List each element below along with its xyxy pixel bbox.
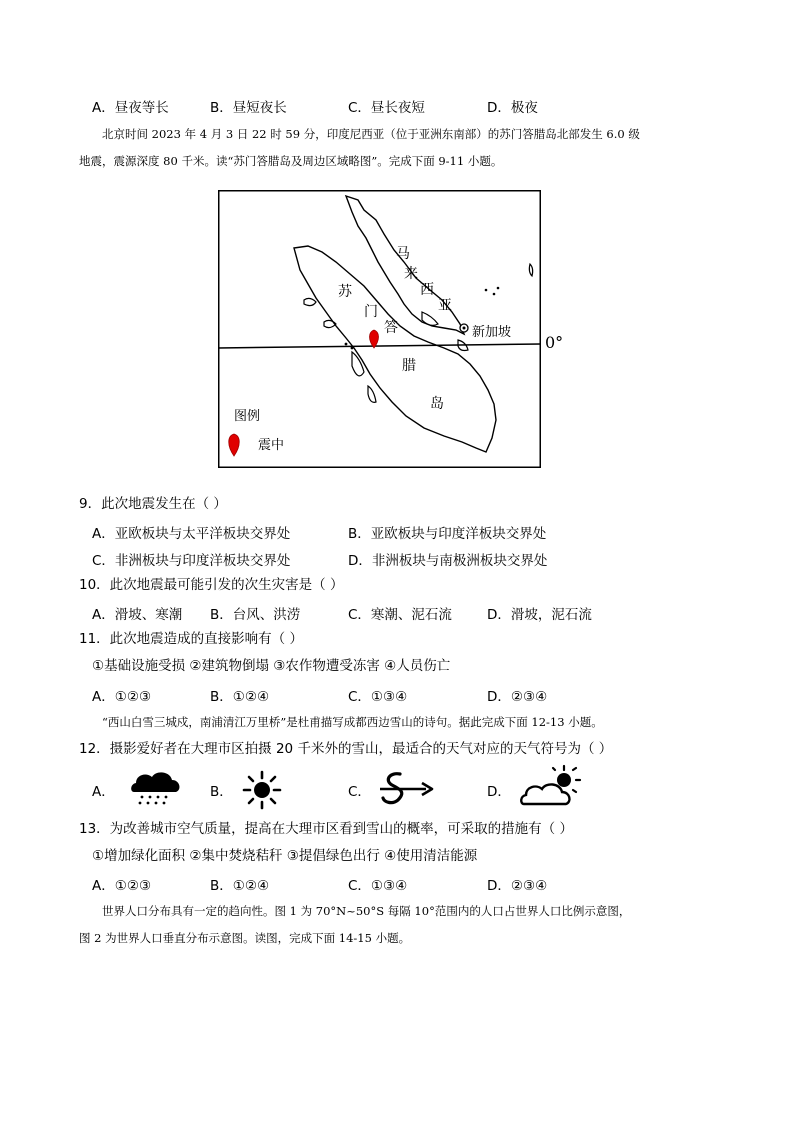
q9-option-b[interactable]: B．亚欧板块与印度洋板块交界处 bbox=[348, 526, 547, 542]
equator-line bbox=[218, 344, 541, 348]
sumatra-map bbox=[218, 190, 541, 468]
label-xi: 西 bbox=[420, 282, 434, 298]
q12-option-c[interactable]: C． bbox=[348, 784, 371, 800]
q12-stem: 12．摄影爱好者在大理市区拍摄 20 千米外的雪山，最适合的天气对应的天气符号为（ ） bbox=[79, 741, 613, 757]
passage-1-line-1: 北京时间 2023 年 4 月 3 日 22 时 59 分，印度尼西亚（位于亚洲东南部）的苏门答腊岛北部发生 6.0 级 bbox=[102, 127, 640, 141]
q9-option-a[interactable]: A．亚欧板块与太平洋板块交界处 bbox=[92, 526, 291, 542]
label-la: 腊 bbox=[402, 358, 416, 374]
q9-option-c[interactable]: C．非洲板块与印度洋板块交界处 bbox=[92, 553, 291, 569]
label-ya: 亚 bbox=[438, 298, 452, 314]
q13-option-c[interactable]: C．①③④ bbox=[348, 878, 408, 894]
q13-option-b[interactable]: B．①②④ bbox=[210, 878, 270, 894]
q8-option-a[interactable]: A．昼夜等长 bbox=[92, 100, 169, 116]
q12-option-b[interactable]: B． bbox=[210, 784, 233, 800]
sun-icon bbox=[242, 770, 282, 810]
passage-1-line-2: 地震，震源深度 80 千米。读“苏门答腊岛及周边区域略图”。完成下面 9-11 小题。 bbox=[79, 154, 503, 168]
q11-stem: 11．此次地震造成的直接影响有（ ） bbox=[79, 631, 303, 647]
q12-option-d[interactable]: D． bbox=[487, 784, 511, 800]
sumatra-outline bbox=[294, 246, 496, 452]
partly-cloudy-icon bbox=[518, 764, 582, 808]
legend-item-label: 震中 bbox=[258, 438, 285, 453]
q10-option-c[interactable]: C．寒潮、泥石流 bbox=[348, 607, 452, 623]
label-lai: 来 bbox=[404, 266, 418, 282]
q9-stem: 9．此次地震发生在（ ） bbox=[79, 496, 227, 512]
q8-option-d[interactable]: D．极夜 bbox=[487, 100, 538, 116]
q10-option-d[interactable]: D．滑坡，泥石流 bbox=[487, 607, 592, 623]
legend-epicenter-symbol bbox=[229, 434, 240, 456]
q12-option-a[interactable]: A． bbox=[92, 784, 115, 800]
q10-option-b[interactable]: B．台风、洪涝 bbox=[210, 607, 301, 623]
q11-items: ①基础设施受损 ②建筑物倒塌 ③农作物遭受冻害 ④人员伤亡 bbox=[92, 658, 451, 674]
passage-3-line-1: 世界人口分布具有一定的趋向性。图 1 为 70°N~50°S 每隔 10°范围内的人口占世界人口比例示意图， bbox=[102, 904, 631, 918]
label-men: 门 bbox=[364, 304, 378, 320]
sandstorm-icon bbox=[378, 770, 436, 808]
q11-option-d[interactable]: D．②③④ bbox=[487, 689, 548, 705]
q11-option-a[interactable]: A．①②③ bbox=[92, 689, 152, 705]
q13-option-a[interactable]: A．①②③ bbox=[92, 878, 152, 894]
passage-3-line-2: 图 2 为世界人口垂直分布示意图。读图，完成下面 14-15 小题。 bbox=[79, 931, 411, 945]
q8-option-c[interactable]: C．昼长夜短 bbox=[348, 100, 425, 116]
legend-title: 图例 bbox=[234, 409, 261, 424]
q10-option-a[interactable]: A．滑坡、寒潮 bbox=[92, 607, 183, 623]
q8-option-b[interactable]: B．昼短夜长 bbox=[210, 100, 287, 116]
q11-option-c[interactable]: C．①③④ bbox=[348, 689, 408, 705]
label-equator: 0° bbox=[545, 333, 564, 352]
label-dao: 岛 bbox=[430, 396, 444, 412]
label-su: 苏 bbox=[338, 284, 352, 300]
label-da: 答 bbox=[384, 320, 398, 336]
label-ma: 马 bbox=[396, 246, 410, 262]
q11-option-b[interactable]: B．①②④ bbox=[210, 689, 270, 705]
q13-stem: 13．为改善城市空气质量，提高在大理市区看到雪山的概率，可采取的措施有（ ） bbox=[79, 821, 573, 837]
label-singapore: 新加坡 bbox=[472, 325, 512, 340]
q9-option-d[interactable]: D．非洲板块与南极洲板块交界处 bbox=[348, 553, 548, 569]
rain-cloud-icon bbox=[128, 768, 184, 808]
passage-2: “西山白雪三城戍，南浦清江万里桥”是杜甫描写成都西边雪山的诗句。据此完成下面 12-13 小题。 bbox=[102, 715, 603, 729]
q13-option-d[interactable]: D．②③④ bbox=[487, 878, 548, 894]
q13-items: ①增加绿化面积 ②集中焚烧秸秆 ③提倡绿色出行 ④使用清洁能源 bbox=[92, 848, 478, 864]
q10-stem: 10．此次地震最可能引发的次生灾害是（ ） bbox=[79, 577, 344, 593]
